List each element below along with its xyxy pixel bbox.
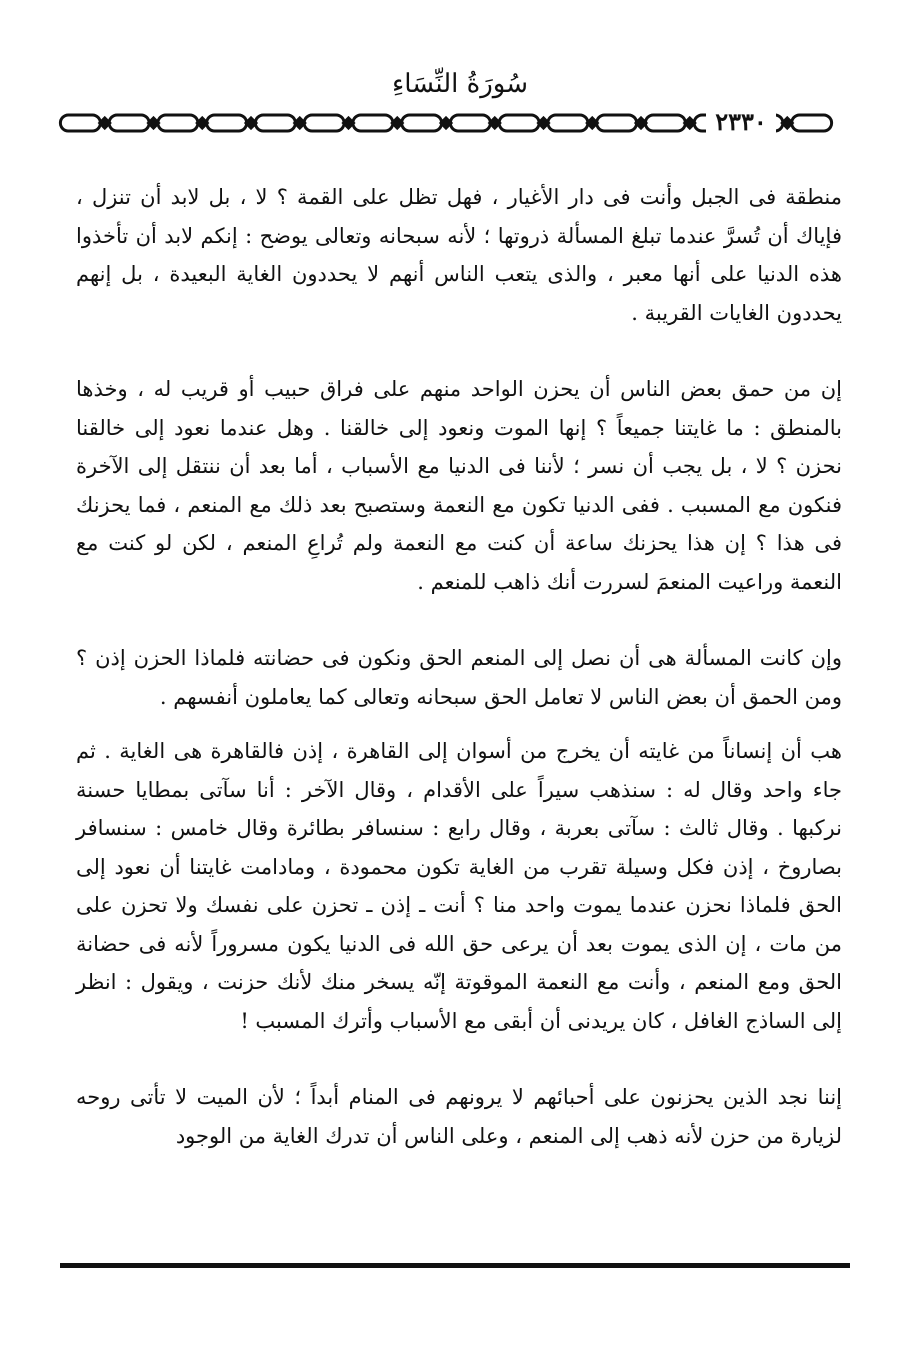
border-link (499, 115, 539, 131)
paragraph: هب أن إنساناً من غايته أن يخرج من أسوان إلى القاهرة ، إذن فالقاهرة هى الغاية . ثم جاء واحد وقال له : سنذهب سيراً على الأقدام ، وقال الآخر : أنا سآتى بمطايا حسنة نركبها . وقال ثالث : سآتى بعربة ، وقال رابع : سنسافر بطائرة وقال خامس : سنسافر بصاروخ ، إذن فكل وسيلة تقرب من الغاية تكون محمودة ، ومادامت غايتنا أن نعود إلى الحق فلماذا نحزن عندما يموت واحد منا ؟ أنت ـ إذن ـ تحزن على نفسك ولا تحزن على من مات ، إن الذى يموت بعد أن يرعى حق الله فى الدنيا يكون مسروراً لأنه فى حضانة الحق ومع المنعم ، وأنت مع النعمة الموقوتة إنّه يسخر منك لأنك حزنت ، ويقول : انظر إلى الساذج الغافل ، كان يريدنى أن أبقى مع الأسباب وأترك المسبب ! (76, 739, 842, 1033)
border-link (402, 115, 442, 131)
bottom-rule (60, 1263, 850, 1268)
border-link (109, 115, 149, 131)
border-link (255, 115, 295, 131)
border-link (304, 115, 344, 131)
border-link (207, 115, 247, 131)
paragraph: منطقة فى الجبل وأنت فى دار الأغيار ، فهل تظل على القمة ؟ لا ، بل لابد أن تنزل ، فإياك أن تُسرَّ عندما تبلغ المسألة ذروتها ؛ لأنه سبحانه وتعالى يوضح : إنكم لابد أن تأخذوا هذه الدنيا على أنها معبر ، والذى يتعب الناس أنهم لا يحددون الغاية البعيدة ، بل إنهم يحددون الغايات القريبة . (76, 185, 842, 325)
border-link (792, 115, 832, 131)
border-link (597, 115, 637, 131)
border-link (645, 115, 685, 131)
paragraph: وإن كانت المسألة هى أن نصل إلى المنعم الحق ونكون فى حضانته فلماذا الحزن إذن ؟ ومن الحمق أن بعض الناس لا تعامل الحق سبحانه وتعالى كما يعاملون أنفسهم . (76, 646, 842, 709)
border-link (158, 115, 198, 131)
border-link (548, 115, 588, 131)
body-text (76, 178, 842, 1155)
paragraph: إننا نجد الذين يحزنون على أحبائهم لا يرونهم فى المنام أبداً ؛ لأن الميت لا تأتى روحه لزيارة من حزن لأنه ذهب إلى المنعم ، وعلى الناس أن تدرك الغاية من الوجود (76, 1085, 842, 1148)
surah-title: سُورَةُ النِّسَاءِ (392, 69, 528, 99)
page-number: ٢٣٣٠ (706, 106, 776, 138)
border-link (60, 115, 100, 131)
paragraph: إن من حمق بعض الناس أن يحزن الواحد منهم على فراق حبيب أو قريب له ، وخذها بالمنطق : ما غايتنا جميعاً ؟ إنها الموت ونعود إلى خالقنا . وهل عندما نعود إلى خالقنا نحزن ؟ لا ، بل يجب أن نسر ؛ لأننا فى الدنيا مع الأسباب ، أما بعد أن ننتقل إلى الآخرة فنكون مع المسبب . ففى الدنيا تكون مع النعمة وستصبح بعد ذلك مع المنعم ، فما يحزنك فى هذا ؟ إن هذا يحزنك ساعة أن كنت مع النعمة ولم تُراعِ المنعم ، لكن لو كنت مع النعمة وراعيت المنعمَ لسررت أنك ذاهب للمنعم . (76, 377, 842, 594)
border-link (353, 115, 393, 131)
border-link (450, 115, 490, 131)
